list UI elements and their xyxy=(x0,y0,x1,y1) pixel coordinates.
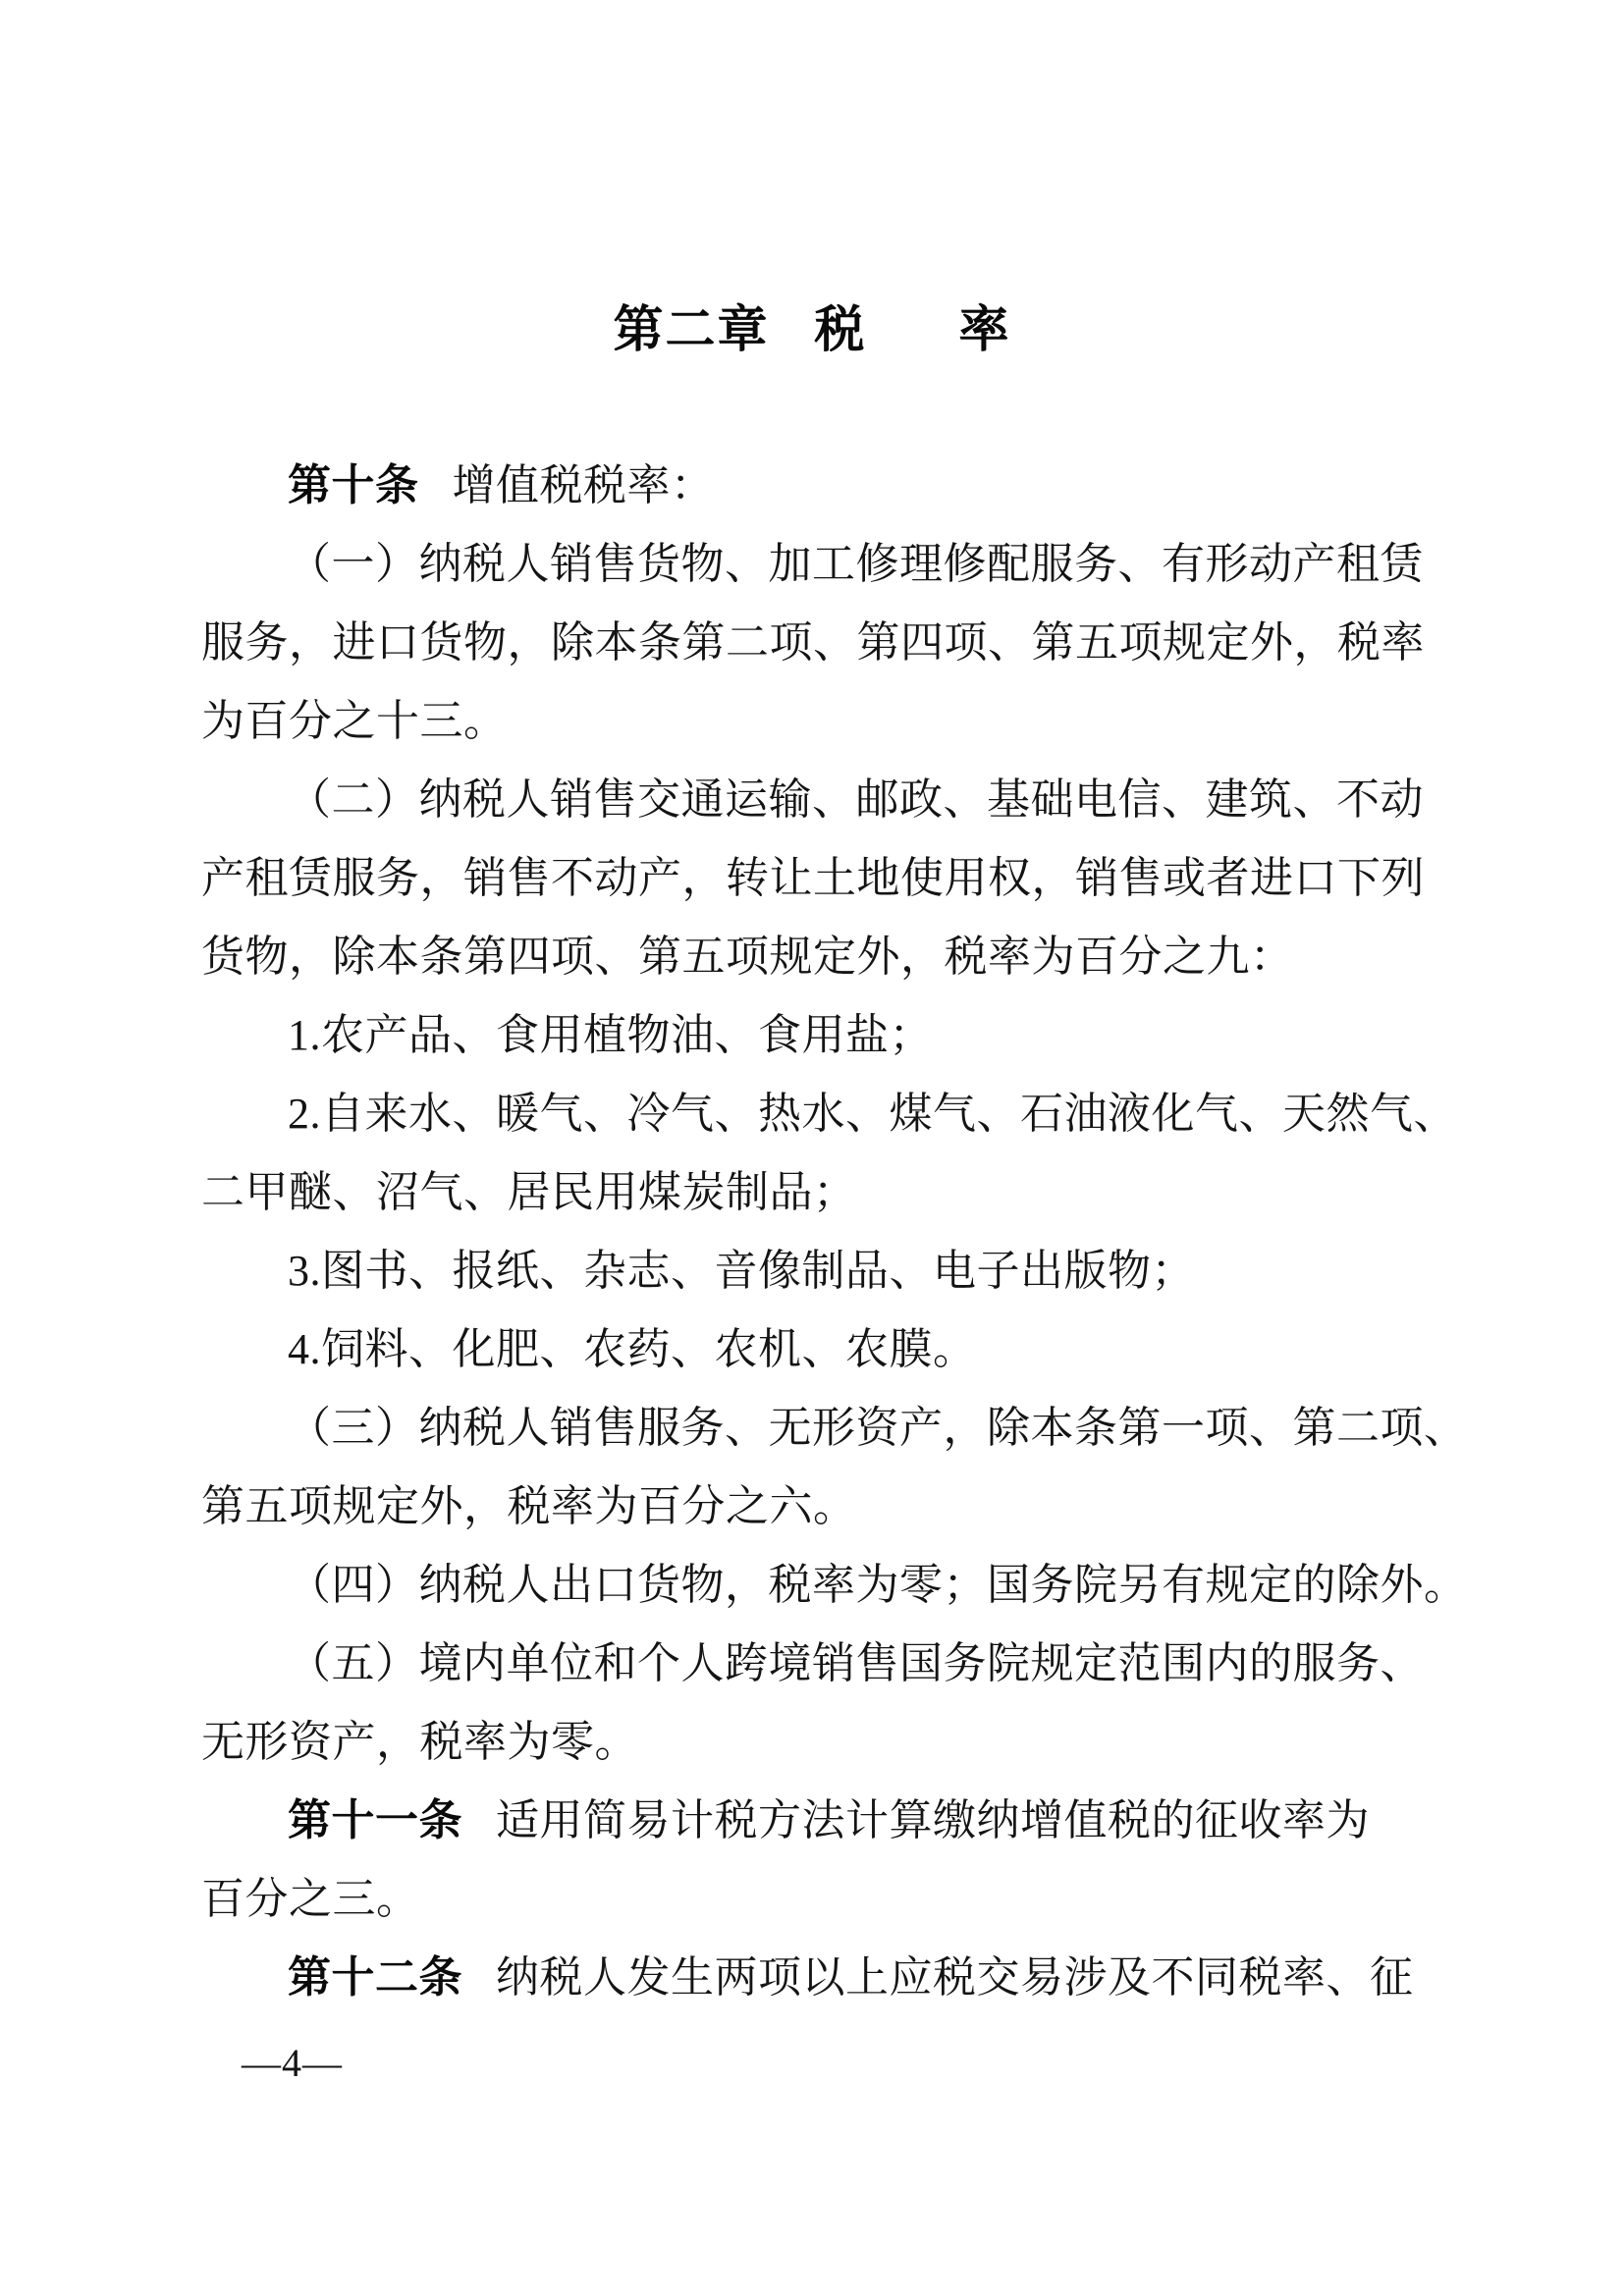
text-line xyxy=(201,1232,1414,1310)
line-text: 服务，进口货物，除本条第二项、第四项、第五项规定外，税率 xyxy=(201,618,1425,667)
text-line xyxy=(201,1468,1414,1546)
line-text: 1.农产品、食用植物油、食用盐； xyxy=(288,1011,933,1059)
line-text: 3.图书、报纸、杂志、音像制品、电子出版物； xyxy=(288,1247,1195,1295)
text-line xyxy=(201,1075,1457,1153)
line-text: （五）境内单位和个人跨境销售国务院规定范围内的服务、 xyxy=(288,1639,1424,1687)
text-line xyxy=(201,1310,1414,1389)
document-body xyxy=(201,447,1468,2017)
line-text: 第五项规定外，税率为百分之六。 xyxy=(201,1482,857,1530)
text-line xyxy=(201,1625,1424,1703)
line-text: 4.饲料、化肥、农药、农机、农膜。 xyxy=(288,1325,977,1373)
line-text: （三）纳税人销售服务、无形资产，除本条第一项、第二项、 xyxy=(288,1404,1468,1452)
line-text: 纳税人发生两项以上应税交易涉及不同税率、征 xyxy=(496,1953,1414,2002)
chapter-number: 第二章 xyxy=(613,301,770,357)
line-text: 无形资产，税率为零。 xyxy=(201,1718,638,1766)
text-line xyxy=(201,1782,1414,1860)
text-line xyxy=(201,1546,1468,1625)
text-line xyxy=(201,1389,1468,1468)
text-line xyxy=(201,839,1425,918)
text-line xyxy=(201,1153,1414,1232)
article-number: 第十条 xyxy=(288,461,419,509)
text-line xyxy=(201,682,1414,761)
line-text: 增值税税率： xyxy=(452,461,715,509)
text-line xyxy=(201,918,1414,996)
text-line xyxy=(201,996,1414,1075)
line-text: 适用简易计税方法计算缴纳增值税的征收率为 xyxy=(496,1796,1370,1844)
chapter-title-char-2: 率 xyxy=(958,301,1011,357)
line-text: 产租赁服务，销售不动产，转让土地使用权，销售或者进口下列 xyxy=(201,854,1425,902)
line-text: （二）纳税人销售交通运输、邮政、基础电信、建筑、不动 xyxy=(288,775,1424,824)
article-number: 第十一条 xyxy=(288,1796,462,1844)
line-text: 为百分之十三。 xyxy=(201,697,508,745)
text-line xyxy=(201,761,1424,839)
line-text: （四）纳税人出口货物，税率为零；国务院另有规定的除外。 xyxy=(288,1561,1468,1609)
line-text: 二甲醚、沼气、居民用煤炭制品； xyxy=(201,1168,857,1216)
text-line xyxy=(201,1860,1414,1939)
article-number: 第十二条 xyxy=(288,1953,462,2002)
text-line xyxy=(201,525,1424,604)
text-line xyxy=(201,1703,1414,1782)
text-line xyxy=(201,604,1425,682)
line-text: 货物，除本条第四项、第五项规定外，税率为百分之九： xyxy=(201,933,1294,981)
chapter-title-char-1: 税 xyxy=(814,301,867,357)
text-line xyxy=(201,1939,1414,2017)
line-text: 2.自来水、暖气、冷气、热水、煤气、石油液化气、天然气、 xyxy=(288,1090,1457,1138)
page-number: —4— xyxy=(242,2041,343,2085)
text-line xyxy=(201,447,1414,525)
line-text: （一）纳税人销售货物、加工修理修配服务、有形动产租赁 xyxy=(288,540,1424,588)
chapter-heading xyxy=(0,289,1624,361)
line-text: 百分之三。 xyxy=(201,1875,420,1923)
